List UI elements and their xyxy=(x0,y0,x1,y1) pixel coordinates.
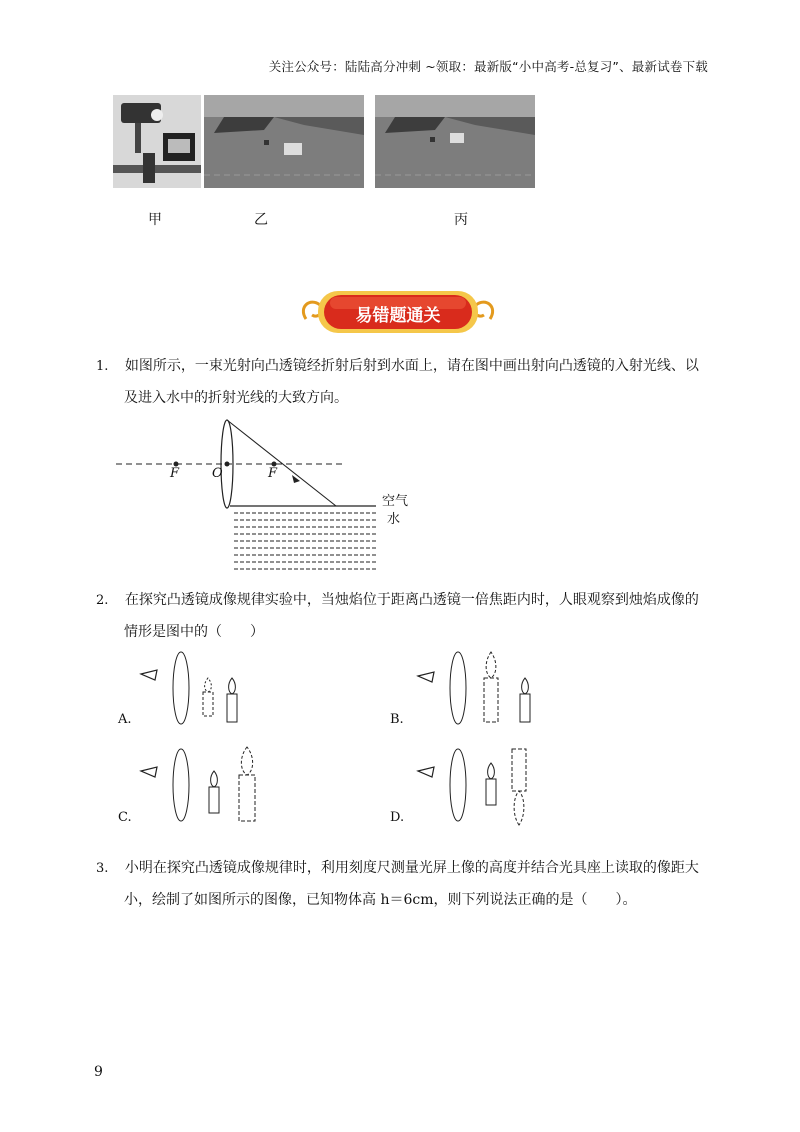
option-d-label[interactable]: D. xyxy=(390,810,405,825)
banner-title: 易错题通关 xyxy=(355,306,441,326)
caption-bing: 丙 xyxy=(454,212,468,228)
question-3-line2: 小，绘制了如图所示的图像，已知物体高 h＝6cm，则下列说法正确的是（ ）。 xyxy=(124,892,637,908)
question-number: 3. xyxy=(96,861,109,876)
caption-yi: 乙 xyxy=(254,212,268,228)
question-number: 1. xyxy=(96,359,109,374)
question-2-line2: 情形是图中的（ ） xyxy=(124,624,264,640)
label-o: O xyxy=(212,466,223,481)
road-image-2 xyxy=(375,95,535,188)
question-text-line1: 小明在探究凸透镜成像规律时，利用刻度尺测量光屏上像的高度并结合光具座上读取的像距大 xyxy=(124,860,699,876)
option-b-label[interactable]: B. xyxy=(390,712,404,727)
label-f-left: F xyxy=(170,466,180,481)
option-c-label[interactable]: C. xyxy=(118,810,132,825)
page-header: 关注公众号：陆陆高分冲刺 ~领取：最新版“小中高考-总复习”、最新试卷下载 xyxy=(268,59,708,74)
section-banner xyxy=(298,285,498,339)
option-c-figure xyxy=(135,745,265,827)
photo-road-1 xyxy=(204,95,364,188)
question-1-line2: 及进入水中的折射光线的大致方向。 xyxy=(124,390,348,406)
page-number: 9 xyxy=(94,1064,103,1080)
option-a-label[interactable]: A. xyxy=(118,712,132,727)
road-image-1 xyxy=(204,95,364,188)
label-air: 空气 xyxy=(382,494,409,509)
label-f-right: F xyxy=(268,466,278,481)
question-text-line1: 在探究凸透镜成像规律实验中，当烛焰位于距离凸透镜一倍焦距内时，人眼观察到烛焰成像的 xyxy=(124,592,699,608)
photo-camera xyxy=(113,95,201,188)
label-water: 水 xyxy=(387,512,401,527)
question-3 xyxy=(96,852,716,885)
camera-image xyxy=(113,95,201,188)
question-number: 2. xyxy=(96,593,109,608)
question-1 xyxy=(96,350,716,383)
option-d-figure xyxy=(412,745,542,829)
caption-jia: 甲 xyxy=(148,212,162,228)
question-text-line1: 如图所示，一束光射向凸透镜经折射后射到水面上，请在图中画出射向凸透镜的入射光线、以 xyxy=(124,358,699,374)
question-2 xyxy=(96,584,716,617)
option-b-figure xyxy=(412,648,542,730)
option-a-figure xyxy=(135,650,255,730)
photo-road-2 xyxy=(375,95,535,188)
